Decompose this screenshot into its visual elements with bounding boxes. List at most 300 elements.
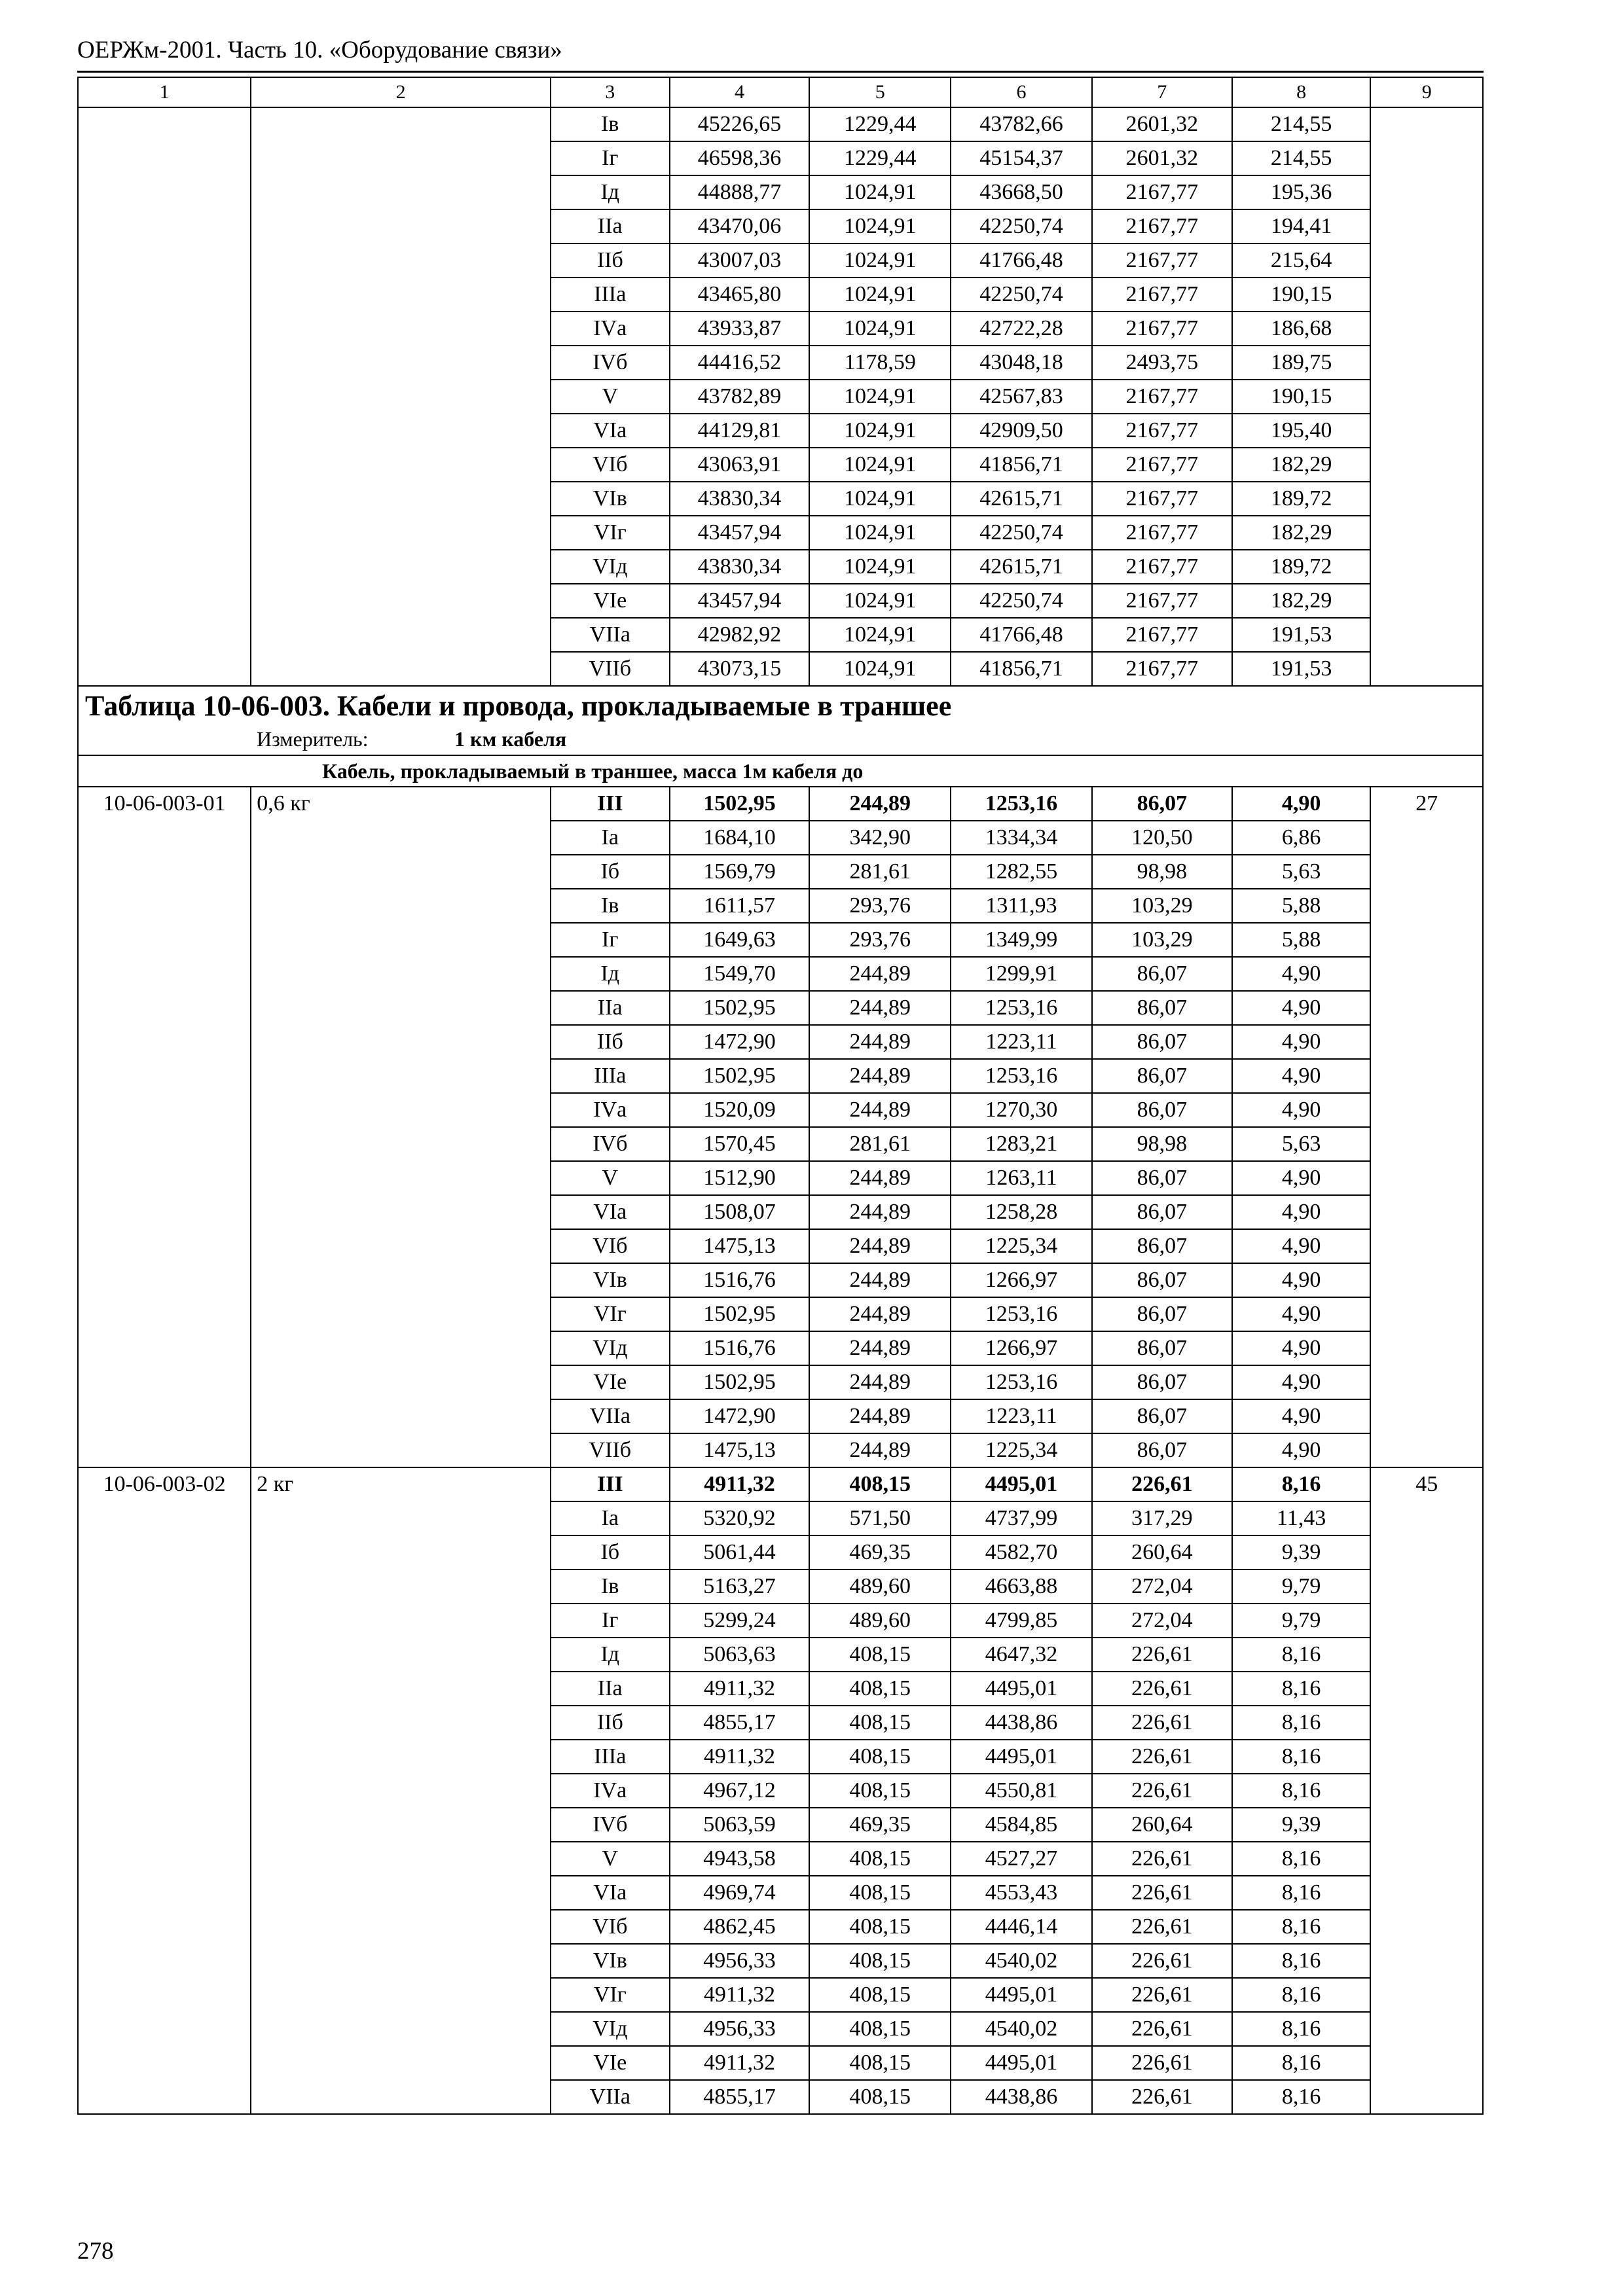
value-cell: 194,41 <box>1232 209 1371 243</box>
value-cell: 4911,32 <box>670 1467 810 1501</box>
meter-row <box>85 726 1480 755</box>
value-cell: 226,61 <box>1092 2080 1232 2114</box>
value-cell: 571,50 <box>809 1501 951 1535</box>
value-cell: 5163,27 <box>670 1570 810 1604</box>
value-cell: 1282,55 <box>951 855 1092 889</box>
value-cell: 408,15 <box>809 1740 951 1774</box>
region-code-cell: VIб <box>551 1229 670 1263</box>
value-cell: 103,29 <box>1092 923 1232 957</box>
region-code-cell: VIб <box>551 448 670 482</box>
region-code-cell: VIIб <box>551 652 670 686</box>
value-cell: 2167,77 <box>1092 652 1232 686</box>
value-cell: 244,89 <box>809 1025 951 1059</box>
value-cell: 2601,32 <box>1092 141 1232 175</box>
value-cell: 41856,71 <box>951 652 1092 686</box>
value-cell: 1502,95 <box>670 1059 810 1093</box>
value-cell: 86,07 <box>1092 1297 1232 1331</box>
value-cell: 4911,32 <box>670 1978 810 2012</box>
item-ref: 27 <box>1370 787 1483 1467</box>
value-cell: 8,16 <box>1232 1876 1371 1910</box>
value-cell: 43063,91 <box>670 448 810 482</box>
value-cell: 9,79 <box>1232 1570 1371 1604</box>
value-cell: 4647,32 <box>951 1638 1092 1672</box>
value-cell: 2167,77 <box>1092 618 1232 652</box>
region-code-cell: IIIа <box>551 278 670 312</box>
value-cell: 42722,28 <box>951 312 1092 346</box>
value-cell: 408,15 <box>809 1467 951 1501</box>
value-cell: 1502,95 <box>670 787 810 821</box>
page-header: ОЕРЖм-2001. Часть 10. «Оборудование связи» <box>77 37 562 63</box>
region-code-cell: VIг <box>551 516 670 550</box>
region-code-cell: IIIа <box>551 1740 670 1774</box>
value-cell: 226,61 <box>1092 2046 1232 2080</box>
value-cell: 4956,33 <box>670 2012 810 2046</box>
value-cell: 1024,91 <box>809 550 951 584</box>
value-cell: 8,16 <box>1232 1740 1371 1774</box>
value-cell: 2493,75 <box>1092 346 1232 380</box>
region-code-cell: VIа <box>551 1876 670 1910</box>
value-cell: 4540,02 <box>951 2012 1092 2046</box>
value-cell: 9,79 <box>1232 1604 1371 1638</box>
value-cell: 43830,34 <box>670 482 810 516</box>
region-code-cell: IIа <box>551 991 670 1025</box>
value-cell: 42567,83 <box>951 380 1092 414</box>
region-code-cell: Iв <box>551 1570 670 1604</box>
table-title-row <box>78 686 1483 755</box>
value-cell: 1508,07 <box>670 1195 810 1229</box>
value-cell: 408,15 <box>809 1638 951 1672</box>
value-cell: 4862,45 <box>670 1910 810 1944</box>
value-cell: 1024,91 <box>809 618 951 652</box>
region-code-cell: VIе <box>551 2046 670 2080</box>
region-code-cell: VIг <box>551 1978 670 2012</box>
value-cell: 214,55 <box>1232 141 1371 175</box>
base-price-row <box>78 1467 1483 1501</box>
value-cell: 1024,91 <box>809 278 951 312</box>
value-cell: 1024,91 <box>809 380 951 414</box>
column-number: 7 <box>1092 77 1232 107</box>
region-code-cell: VIв <box>551 1944 670 1978</box>
value-cell: 4,90 <box>1232 787 1371 821</box>
value-cell: 4911,32 <box>670 1672 810 1706</box>
value-cell: 1569,79 <box>670 855 810 889</box>
value-cell: 408,15 <box>809 1842 951 1876</box>
blank-name-cell <box>251 107 551 686</box>
value-cell: 2167,77 <box>1092 312 1232 346</box>
value-cell: 1024,91 <box>809 516 951 550</box>
value-cell: 86,07 <box>1092 1399 1232 1433</box>
value-cell: 182,29 <box>1232 516 1371 550</box>
value-cell: 42250,74 <box>951 516 1092 550</box>
value-cell: 1684,10 <box>670 821 810 855</box>
region-code-cell: VIе <box>551 584 670 618</box>
region-code-cell: IVа <box>551 312 670 346</box>
value-cell: 182,29 <box>1232 448 1371 482</box>
value-cell: 190,15 <box>1232 380 1371 414</box>
value-cell: 244,89 <box>809 1331 951 1365</box>
value-cell: 42615,71 <box>951 482 1092 516</box>
value-cell: 4527,27 <box>951 1842 1092 1876</box>
value-cell: 4438,86 <box>951 1706 1092 1740</box>
region-code-cell: III <box>551 787 670 821</box>
item-name: 0,6 кг <box>251 787 551 1467</box>
section-heading: Кабель, прокладываемый в траншее, масса 1м кабеля до <box>78 755 1483 787</box>
value-cell: 226,61 <box>1092 1740 1232 1774</box>
value-cell: 4550,81 <box>951 1774 1092 1808</box>
value-cell: 186,68 <box>1232 312 1371 346</box>
value-cell: 489,60 <box>809 1570 951 1604</box>
value-cell: 408,15 <box>809 1672 951 1706</box>
value-cell: 9,39 <box>1232 1535 1371 1570</box>
value-cell: 272,04 <box>1092 1604 1232 1638</box>
region-code-cell: Iд <box>551 1638 670 1672</box>
region-code-cell: Iв <box>551 107 670 141</box>
value-cell: 86,07 <box>1092 957 1232 991</box>
value-cell: 244,89 <box>809 1263 951 1297</box>
value-cell: 9,39 <box>1232 1808 1371 1842</box>
value-cell: 191,53 <box>1232 618 1371 652</box>
value-cell: 43933,87 <box>670 312 810 346</box>
table-row <box>78 107 1483 141</box>
item-code: 10-06-003-02 <box>78 1467 251 2114</box>
value-cell: 4943,58 <box>670 1842 810 1876</box>
value-cell: 1223,11 <box>951 1025 1092 1059</box>
value-cell: 408,15 <box>809 1978 951 2012</box>
value-cell: 1520,09 <box>670 1093 810 1127</box>
value-cell: 5063,63 <box>670 1638 810 1672</box>
value-cell: 469,35 <box>809 1808 951 1842</box>
value-cell: 215,64 <box>1232 243 1371 278</box>
value-cell: 226,61 <box>1092 1774 1232 1808</box>
value-cell: 1512,90 <box>670 1161 810 1195</box>
value-cell: 4,90 <box>1232 1161 1371 1195</box>
value-cell: 4911,32 <box>670 1740 810 1774</box>
price-table <box>77 77 1484 2115</box>
value-cell: 8,16 <box>1232 1978 1371 2012</box>
value-cell: 244,89 <box>809 1059 951 1093</box>
region-code-cell: Iг <box>551 923 670 957</box>
value-cell: 4911,32 <box>670 2046 810 2080</box>
value-cell: 1253,16 <box>951 1059 1092 1093</box>
value-cell: 281,61 <box>809 1127 951 1161</box>
value-cell: 293,76 <box>809 923 951 957</box>
value-cell: 4,90 <box>1232 991 1371 1025</box>
value-cell: 4,90 <box>1232 1229 1371 1263</box>
value-cell: 4,90 <box>1232 957 1371 991</box>
value-cell: 5,63 <box>1232 855 1371 889</box>
value-cell: 4540,02 <box>951 1944 1092 1978</box>
value-cell: 8,16 <box>1232 1467 1371 1501</box>
value-cell: 4,90 <box>1232 1433 1371 1467</box>
column-number: 8 <box>1232 77 1371 107</box>
value-cell: 342,90 <box>809 821 951 855</box>
value-cell: 1266,97 <box>951 1331 1092 1365</box>
value-cell: 190,15 <box>1232 278 1371 312</box>
value-cell: 1178,59 <box>809 346 951 380</box>
value-cell: 5,88 <box>1232 923 1371 957</box>
value-cell: 2167,77 <box>1092 482 1232 516</box>
value-cell: 41766,48 <box>951 618 1092 652</box>
value-cell: 1475,13 <box>670 1433 810 1467</box>
value-cell: 8,16 <box>1232 1944 1371 1978</box>
value-cell: 1024,91 <box>809 652 951 686</box>
value-cell: 226,61 <box>1092 1910 1232 1944</box>
value-cell: 8,16 <box>1232 2080 1371 2114</box>
region-code-cell: VIв <box>551 482 670 516</box>
value-cell: 43782,89 <box>670 380 810 414</box>
value-cell: 226,61 <box>1092 1978 1232 2012</box>
value-cell: 1253,16 <box>951 991 1092 1025</box>
region-code-cell: V <box>551 380 670 414</box>
value-cell: 4495,01 <box>951 1672 1092 1706</box>
region-code-cell: IIб <box>551 1025 670 1059</box>
value-cell: 408,15 <box>809 1774 951 1808</box>
value-cell: 86,07 <box>1092 1263 1232 1297</box>
value-cell: 1225,34 <box>951 1433 1092 1467</box>
column-number-row <box>78 77 1483 107</box>
value-cell: 4855,17 <box>670 1706 810 1740</box>
value-cell: 191,53 <box>1232 652 1371 686</box>
region-code-cell: IVб <box>551 346 670 380</box>
value-cell: 4495,01 <box>951 1740 1092 1774</box>
value-cell: 226,61 <box>1092 1706 1232 1740</box>
value-cell: 2167,77 <box>1092 278 1232 312</box>
value-cell: 260,64 <box>1092 1535 1232 1570</box>
value-cell: 86,07 <box>1092 1059 1232 1093</box>
value-cell: 41766,48 <box>951 243 1092 278</box>
value-cell: 189,72 <box>1232 482 1371 516</box>
region-code-cell: IIб <box>551 1706 670 1740</box>
value-cell: 86,07 <box>1092 1025 1232 1059</box>
region-code-cell: VIIа <box>551 2080 670 2114</box>
value-cell: 8,16 <box>1232 1706 1371 1740</box>
item-code: 10-06-003-01 <box>78 787 251 1467</box>
value-cell: 86,07 <box>1092 1365 1232 1399</box>
value-cell: 1024,91 <box>809 414 951 448</box>
value-cell: 4967,12 <box>670 1774 810 1808</box>
column-number: 4 <box>670 77 810 107</box>
value-cell: 1229,44 <box>809 141 951 175</box>
value-cell: 1472,90 <box>670 1399 810 1433</box>
value-cell: 4969,74 <box>670 1876 810 1910</box>
region-code-cell: V <box>551 1842 670 1876</box>
value-cell: 195,36 <box>1232 175 1371 209</box>
value-cell: 98,98 <box>1092 855 1232 889</box>
value-cell: 408,15 <box>809 1876 951 1910</box>
value-cell: 98,98 <box>1092 1127 1232 1161</box>
value-cell: 4,90 <box>1232 1399 1371 1433</box>
value-cell: 4495,01 <box>951 1978 1092 2012</box>
value-cell: 408,15 <box>809 1910 951 1944</box>
value-cell: 44129,81 <box>670 414 810 448</box>
value-cell: 5320,92 <box>670 1501 810 1535</box>
value-cell: 244,89 <box>809 1399 951 1433</box>
value-cell: 244,89 <box>809 1297 951 1331</box>
value-cell: 4,90 <box>1232 1195 1371 1229</box>
region-code-cell: VIIа <box>551 1399 670 1433</box>
value-cell: 86,07 <box>1092 1093 1232 1127</box>
region-code-cell: VIIб <box>551 1433 670 1467</box>
value-cell: 244,89 <box>809 1195 951 1229</box>
value-cell: 214,55 <box>1232 107 1371 141</box>
value-cell: 4799,85 <box>951 1604 1092 1638</box>
value-cell: 4663,88 <box>951 1570 1092 1604</box>
value-cell: 272,04 <box>1092 1570 1232 1604</box>
value-cell: 4438,86 <box>951 2080 1092 2114</box>
value-cell: 4,90 <box>1232 1365 1371 1399</box>
value-cell: 120,50 <box>1092 821 1232 855</box>
region-code-cell: Iв <box>551 889 670 923</box>
value-cell: 1253,16 <box>951 787 1092 821</box>
region-code-cell: VIб <box>551 1910 670 1944</box>
region-code-cell: V <box>551 1161 670 1195</box>
column-number: 5 <box>809 77 951 107</box>
table-title-cell <box>78 686 1483 755</box>
value-cell: 8,16 <box>1232 1774 1371 1808</box>
region-code-cell: IIа <box>551 1672 670 1706</box>
region-code-cell: IIа <box>551 209 670 243</box>
value-cell: 8,16 <box>1232 1672 1371 1706</box>
value-cell: 1223,11 <box>951 1399 1092 1433</box>
value-cell: 408,15 <box>809 2046 951 2080</box>
value-cell: 317,29 <box>1092 1501 1232 1535</box>
region-code-cell: VIе <box>551 1365 670 1399</box>
value-cell: 2167,77 <box>1092 243 1232 278</box>
value-cell: 6,86 <box>1232 821 1371 855</box>
value-cell: 1229,44 <box>809 107 951 141</box>
value-cell: 86,07 <box>1092 787 1232 821</box>
value-cell: 1299,91 <box>951 957 1092 991</box>
value-cell: 8,16 <box>1232 1638 1371 1672</box>
value-cell: 244,89 <box>809 1161 951 1195</box>
value-cell: 86,07 <box>1092 1433 1232 1467</box>
value-cell: 1024,91 <box>809 312 951 346</box>
table-title: Таблица 10-06-003. Кабели и провода, прокладываемые в траншее <box>85 690 952 722</box>
value-cell: 1502,95 <box>670 1365 810 1399</box>
value-cell: 4,90 <box>1232 1025 1371 1059</box>
value-cell: 5299,24 <box>670 1604 810 1638</box>
column-number: 2 <box>251 77 551 107</box>
region-code-cell: VIг <box>551 1297 670 1331</box>
value-cell: 86,07 <box>1092 1195 1232 1229</box>
value-cell: 244,89 <box>809 1093 951 1127</box>
value-cell: 42909,50 <box>951 414 1092 448</box>
value-cell: 226,61 <box>1092 1638 1232 1672</box>
value-cell: 42250,74 <box>951 209 1092 243</box>
value-cell: 1283,21 <box>951 1127 1092 1161</box>
value-cell: 42250,74 <box>951 278 1092 312</box>
value-cell: 2167,77 <box>1092 380 1232 414</box>
region-code-cell: VIд <box>551 2012 670 2046</box>
region-code-cell: IIIа <box>551 1059 670 1093</box>
region-code-cell: IIб <box>551 243 670 278</box>
value-cell: 244,89 <box>809 787 951 821</box>
value-cell: 43470,06 <box>670 209 810 243</box>
value-cell: 4495,01 <box>951 2046 1092 2080</box>
value-cell: 43457,94 <box>670 516 810 550</box>
value-cell: 103,29 <box>1092 889 1232 923</box>
column-number: 6 <box>951 77 1092 107</box>
value-cell: 2601,32 <box>1092 107 1232 141</box>
value-cell: 244,89 <box>809 957 951 991</box>
value-cell: 43457,94 <box>670 584 810 618</box>
column-number: 1 <box>78 77 251 107</box>
value-cell: 1024,91 <box>809 209 951 243</box>
region-code-cell: Iб <box>551 1535 670 1570</box>
value-cell: 1311,93 <box>951 889 1092 923</box>
value-cell: 1502,95 <box>670 1297 810 1331</box>
blank-ref-cell <box>1370 107 1483 686</box>
value-cell: 4582,70 <box>951 1535 1092 1570</box>
value-cell: 2167,77 <box>1092 209 1232 243</box>
region-code-cell: Iб <box>551 855 670 889</box>
value-cell: 43073,15 <box>670 652 810 686</box>
value-cell: 281,61 <box>809 855 951 889</box>
value-cell: 42250,74 <box>951 584 1092 618</box>
value-cell: 1570,45 <box>670 1127 810 1161</box>
region-code-cell: VIд <box>551 550 670 584</box>
value-cell: 1225,34 <box>951 1229 1092 1263</box>
value-cell: 293,76 <box>809 889 951 923</box>
value-cell: 4495,01 <box>951 1467 1092 1501</box>
value-cell: 43830,34 <box>670 550 810 584</box>
value-cell: 86,07 <box>1092 991 1232 1025</box>
value-cell: 8,16 <box>1232 2012 1371 2046</box>
value-cell: 408,15 <box>809 1944 951 1978</box>
value-cell: 189,72 <box>1232 550 1371 584</box>
value-cell: 4584,85 <box>951 1808 1092 1842</box>
value-cell: 2167,77 <box>1092 550 1232 584</box>
value-cell: 226,61 <box>1092 1467 1232 1501</box>
value-cell: 41856,71 <box>951 448 1092 482</box>
value-cell: 2167,77 <box>1092 414 1232 448</box>
value-cell: 43048,18 <box>951 346 1092 380</box>
value-cell: 1253,16 <box>951 1297 1092 1331</box>
value-cell: 1516,76 <box>670 1263 810 1297</box>
value-cell: 4553,43 <box>951 1876 1092 1910</box>
value-cell: 226,61 <box>1092 1842 1232 1876</box>
meter-value: 1 км кабеля <box>454 727 567 751</box>
value-cell: 408,15 <box>809 2012 951 2046</box>
value-cell: 4,90 <box>1232 1297 1371 1331</box>
value-cell: 4,90 <box>1232 1331 1371 1365</box>
region-code-cell: IVа <box>551 1774 670 1808</box>
value-cell: 2167,77 <box>1092 448 1232 482</box>
value-cell: 2167,77 <box>1092 516 1232 550</box>
value-cell: 4,90 <box>1232 1059 1371 1093</box>
item-name: 2 кг <box>251 1467 551 2114</box>
header-rule <box>77 71 1484 73</box>
value-cell: 45226,65 <box>670 107 810 141</box>
value-cell: 8,16 <box>1232 2046 1371 2080</box>
value-cell: 44888,77 <box>670 175 810 209</box>
value-cell: 46598,36 <box>670 141 810 175</box>
value-cell: 1024,91 <box>809 584 951 618</box>
region-code-cell: Iа <box>551 821 670 855</box>
region-code-cell: Iд <box>551 957 670 991</box>
value-cell: 86,07 <box>1092 1331 1232 1365</box>
value-cell: 42982,92 <box>670 618 810 652</box>
blank-code-cell <box>78 107 251 686</box>
base-price-row <box>78 787 1483 821</box>
value-cell: 1270,30 <box>951 1093 1092 1127</box>
value-cell: 45154,37 <box>951 141 1092 175</box>
region-code-cell: VIд <box>551 1331 670 1365</box>
value-cell: 5,63 <box>1232 1127 1371 1161</box>
region-code-cell: VIв <box>551 1263 670 1297</box>
value-cell: 8,16 <box>1232 1910 1371 1944</box>
value-cell: 4446,14 <box>951 1910 1092 1944</box>
